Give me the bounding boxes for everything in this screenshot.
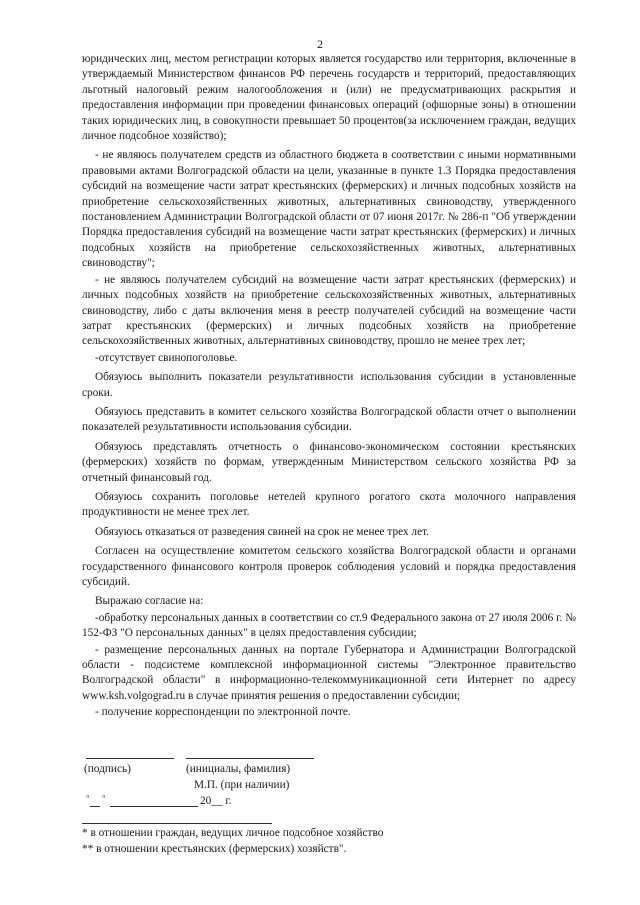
page-number: 2 [317, 37, 323, 51]
stamp-label: М.П. (при наличии) [194, 779, 290, 791]
paragraph-consent-portal: - размещение персональных данных на портале Губернатора и Администрации Волгоградской области - подсистеме комплексной информационной системы "Электронное правительство Волгоградской области" в информационно-телекоммуникационной сети Интернет по адресу www.ksh.volgograd.ru в случае принятия решения о предоставлении субсидии; [82, 643, 576, 702]
footnote-divider [82, 823, 272, 824]
paragraph-obligation-indicators: Обязуюсь выполнить показатели результативности использования субсидии в установленные сроки. [82, 371, 576, 399]
name-line[interactable] [186, 758, 314, 759]
paragraph-not-budget-recipient: - не являюсь получателем средств из областного бюджета в соответствии с иными нормативными правовыми актами Волгоградской области на цели, указанные в пункте 1.3 Порядка предоставления субсидий на возмещение части затрат крестьянских (фермерских) и личных подсобных хозяйств на приобретение сельскохозяйственных животных, альтернативных свиноводству, утвержденного постановлением Администрации Волгоградской области от 07 июня 2017г. № 286-п "Об утверждении Порядка предоставления субсидий на возмещение части затрат крестьянских (фермерских) и личных подсобных хозяйств на приобретение сельскохозяйственных животных, альтернативных свиноводству"; [82, 149, 576, 270]
signature-label: (подпись) [84, 763, 131, 775]
date-open-quote: " [86, 794, 90, 804]
date-month-line[interactable] [110, 806, 198, 807]
paragraph-obligation-report: Обязуюсь представить в комитет сельского хозяйства Волгоградской области отчет о выполнении показателей результативности использования субсидии. [82, 405, 576, 434]
document-body [82, 52, 576, 725]
paragraph-obligation-reporting: Обязуюсь представлять отчетность о финансово-экономическом состоянии крестьянских (фермерских) хозяйств по формам, утвержденным Министерством сельского хозяйства РФ за отчетный финансовый год. [82, 440, 576, 484]
paragraph-obligation-pigs: Обязуюсь отказаться от разведения свиней на срок не менее трех лет. [95, 525, 429, 538]
footnote-2: ** в отношении крестьянских (фермерских) хозяйств". [82, 843, 347, 855]
paragraph-consent-intro: Выражаю согласие на: [95, 595, 204, 608]
name-label: (инициалы, фамилия) [186, 763, 291, 775]
paragraph-no-pigs: -отсутствует свинопоголовье. [95, 351, 238, 364]
paragraph-consent-inspections: Согласен на осуществление комитетом сельского хозяйства Волгоградской области и органами государственного финансового контроля проверок соблюдения условий и порядка предоставления субсидий. [82, 545, 576, 588]
paragraph-consent-personal-data: -обработку персональных данных в соответствии со ст.9 Федерального закона от 27 июля 2006 г. № 152-ФЗ "О персональных данных" в целях предоставления субсидии; [82, 611, 576, 640]
paragraph-not-subsidy-recipient: - не являюсь получателем субсидий на возмещение части затрат крестьянских (фермерских) и личных подсобных хозяйств на приобретение сельскохозяйственных животных, альтернативных свиноводству, либо с даты включения меня в реестр получателей субсидий на возмещение части затрат крестьянских (фермерских) и личных подсобных хозяйств на приобретение сельскохозяйственных животных, альтернативных свиноводству, прошло не менее трех лет; [82, 273, 576, 348]
paragraph-consent-email: - получение корреспонденции по электронной почте. [95, 706, 351, 719]
date-day-line[interactable] [90, 806, 100, 807]
footnote-1: * в отношении граждан, ведущих личное подсобное хозяйство [82, 827, 384, 839]
signature-block [82, 748, 576, 828]
paragraph-offshore: юридических лиц, местом регистрации которых является государство или территория, включенные в утверждаемый Министерством финансов РФ перечень государств и территорий, предоставляющих льготный налоговый режим налогообложения и (или) не предусматривающих раскрытия и предоставления информации при проведении финансовых операций (офшорные зоны) в отношении таких юридических лиц, в совокупности превышает 50 процентов(за исключением граждан, ведущих личное подсобное хозяйство); [82, 53, 576, 143]
signature-line[interactable] [86, 758, 174, 759]
paragraph-obligation-livestock: Обязуюсь сохранить поголовье нетелей крупного рогатого скота молочного направления продуктивности не менее трех лет. [82, 490, 576, 519]
date-close-quote: " [102, 794, 106, 804]
date-year: 20__ г. [200, 795, 232, 807]
